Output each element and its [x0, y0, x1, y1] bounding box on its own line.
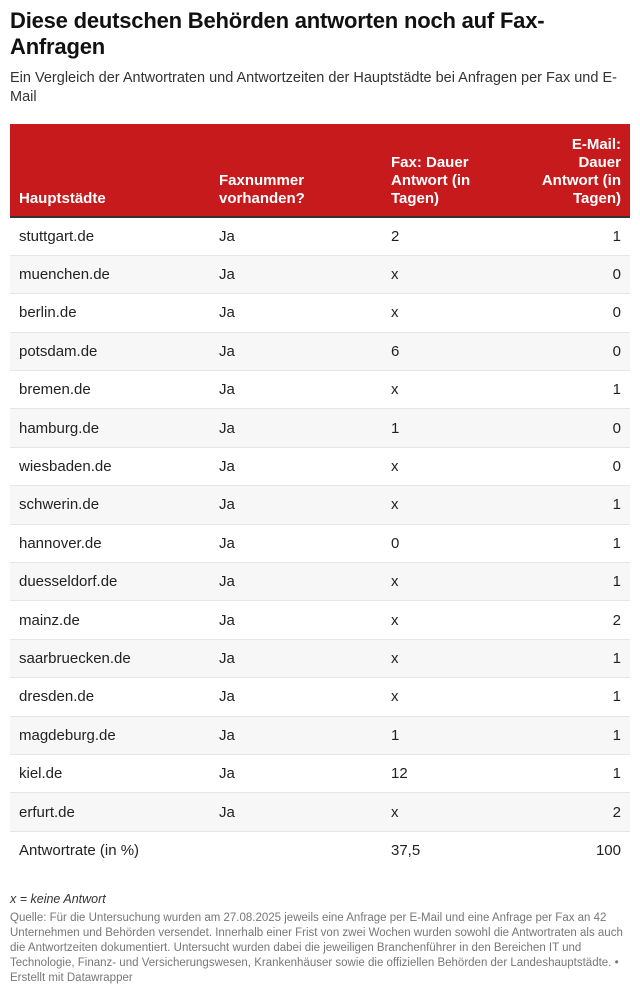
fax-number-cell: Ja [210, 563, 382, 601]
table-row [10, 524, 630, 562]
city-cell: saarbruecken.de [10, 639, 210, 677]
table-row [10, 447, 630, 485]
fax-number-cell: Ja [210, 486, 382, 524]
fax-duration-cell: x [382, 678, 522, 716]
table-row [10, 563, 630, 601]
table-row [10, 639, 630, 677]
table-row [10, 678, 630, 716]
fax-number-cell: Ja [210, 409, 382, 447]
email-duration-cell: 1 [522, 754, 630, 792]
fax-number-cell: Ja [210, 793, 382, 831]
fax-duration-cell: 2 [382, 217, 522, 255]
fax-duration-cell: x [382, 601, 522, 639]
summary-email-rate: 100 [595, 842, 621, 860]
table-row [10, 409, 630, 447]
table-row [10, 716, 630, 754]
fax-duration-cell: 0 [382, 524, 522, 562]
email-duration-cell: 0 [522, 255, 630, 293]
fax-number-cell: Ja [210, 332, 382, 370]
fax-duration-cell: x [382, 563, 522, 601]
table-body [10, 217, 630, 870]
fax-number-cell: Ja [210, 371, 382, 409]
email-duration-cell: 0 [522, 447, 630, 485]
email-duration-cell: 1 [522, 217, 630, 255]
chart-subtitle: Ein Vergleich der Antwortraten und Antwortzeiten der Hauptstädte bei Anfragen per Fax und E-Mail [10, 70, 617, 105]
city-cell: dresden.de [10, 678, 210, 716]
fax-duration-cell: 12 [382, 754, 522, 792]
fax-number-cell: Ja [210, 678, 382, 716]
city-cell: schwerin.de [10, 486, 210, 524]
email-duration-cell: 1 [522, 639, 630, 677]
data-table [10, 124, 630, 870]
column-header-faxnummer[interactable]: Faxnummer vorhanden? [210, 124, 382, 217]
email-duration-cell: 2 [522, 793, 630, 831]
city-cell: berlin.de [10, 294, 210, 332]
email-duration-cell: 0 [522, 332, 630, 370]
fax-number-cell: Ja [210, 716, 382, 754]
fax-duration-cell: x [382, 447, 522, 485]
city-cell: erfurt.de [10, 793, 210, 831]
fax-number-cell: Ja [210, 639, 382, 677]
fax-duration-cell: x [382, 255, 522, 293]
email-duration-cell: 1 [522, 678, 630, 716]
city-cell: stuttgart.de [10, 217, 210, 255]
fax-number-cell: Ja [210, 447, 382, 485]
table-row [10, 601, 630, 639]
city-cell: bremen.de [10, 371, 210, 409]
table-notes: x = keine Antwort [10, 891, 106, 906]
summary-fax-number [210, 831, 382, 869]
email-duration-cell: 2 [522, 601, 630, 639]
table-row [10, 486, 630, 524]
table-row [10, 255, 630, 293]
table-row [10, 294, 630, 332]
email-duration-cell: 1 [522, 371, 630, 409]
fax-number-cell: Ja [210, 601, 382, 639]
email-duration-cell: 1 [522, 524, 630, 562]
column-header-fax-dauer[interactable]: Fax: Dauer Antwort (in Tagen) [382, 124, 522, 217]
fax-number-cell: Ja [210, 255, 382, 293]
fax-number-cell: Ja [210, 217, 382, 255]
fax-duration-cell: x [382, 294, 522, 332]
city-cell: hannover.de [10, 524, 210, 562]
table-row [10, 371, 630, 409]
city-cell: magdeburg.de [10, 716, 210, 754]
table-row [10, 793, 630, 831]
city-cell: muenchen.de [10, 255, 210, 293]
city-cell: mainz.de [10, 601, 210, 639]
email-duration-cell: 1 [522, 716, 630, 754]
city-cell: duesseldorf.de [10, 563, 210, 601]
summary-label: Antwortrate (in %) [19, 842, 140, 860]
table-row [10, 754, 630, 792]
email-duration-cell: 1 [522, 486, 630, 524]
city-cell: kiel.de [10, 754, 210, 792]
fax-duration-cell: 1 [382, 716, 522, 754]
source-note: Quelle: Für die Untersuchung wurden am 27.08.2025 jeweils eine Anfrage per E-Mail und eine Anfrage per Fax an 42 Unternehmen und Behörden versendet. Innerhalb einer Frist von zwei Wochen wurden sowohl die Antwortraten als auch die Antwortzeiten dokumentiert. Untersucht wurden dabei die jeweiligen Branchenführer in den Bereichen IT und Technologie, Finanz- und Versicherungswesen, Krankenhäuser sowie die offiziellen Behörden der Landeshauptstädte. • Erstellt mit Datawrapper [10, 911, 623, 984]
summary-row [10, 831, 630, 869]
table-header-row [10, 124, 630, 217]
column-header-hauptstaedte[interactable]: Hauptstädte [10, 124, 210, 217]
city-cell: hamburg.de [10, 409, 210, 447]
fax-duration-cell: x [382, 486, 522, 524]
fax-duration-cell: 6 [382, 332, 522, 370]
fax-duration-cell: x [382, 371, 522, 409]
fax-number-cell: Ja [210, 524, 382, 562]
city-cell: wiesbaden.de [10, 447, 210, 485]
column-header-email-dauer[interactable]: E-Mail: Dauer Antwort (in Tagen) [522, 124, 630, 217]
fax-duration-cell: 1 [382, 409, 522, 447]
chart-title: Diese deutschen Behörden antworten noch auf Fax-Anfragen [10, 8, 545, 59]
fax-number-cell: Ja [210, 294, 382, 332]
fax-duration-cell: x [382, 793, 522, 831]
city-cell: potsdam.de [10, 332, 210, 370]
email-duration-cell: 0 [522, 294, 630, 332]
table-row [10, 332, 630, 370]
email-duration-cell: 0 [522, 409, 630, 447]
email-duration-cell: 1 [522, 563, 630, 601]
fax-duration-cell: x [382, 639, 522, 677]
fax-number-cell: Ja [210, 754, 382, 792]
table-row [10, 217, 630, 255]
summary-fax-rate: 37,5 [391, 842, 421, 860]
